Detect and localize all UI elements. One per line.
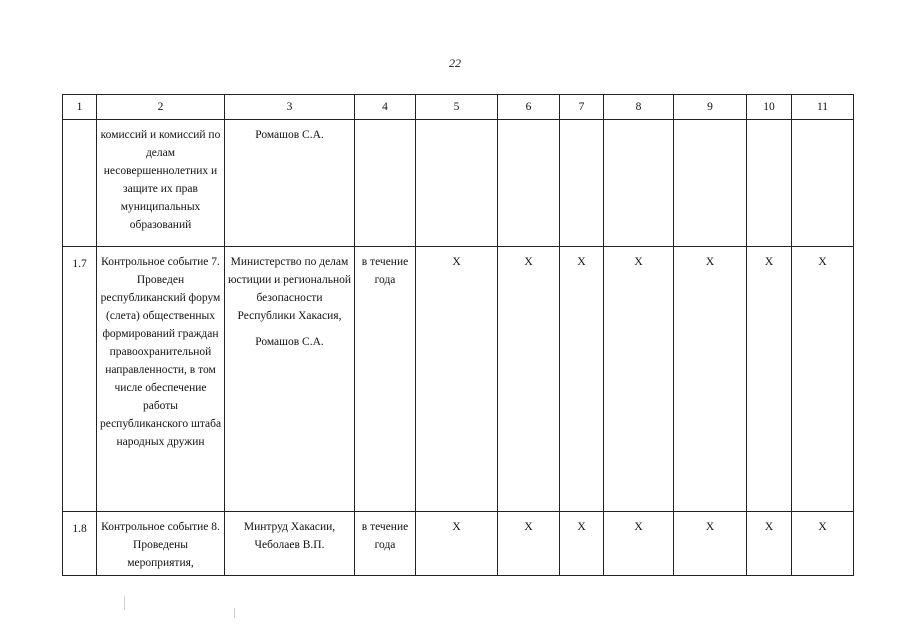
deadline-cell: в течение года xyxy=(355,247,416,512)
column-header: 4 xyxy=(355,95,416,120)
mark-cell: X xyxy=(674,247,747,512)
row-number: 1.8 xyxy=(63,512,97,576)
mark-cell: X xyxy=(604,512,674,576)
row-number: 1.7 xyxy=(63,247,97,512)
responsible-person: Ромашов С.А. xyxy=(255,336,324,348)
responsible-org: Министерство по делам юстиции и региональной безопасности Республики Хакасия, xyxy=(227,256,352,322)
mark-cell xyxy=(674,120,747,247)
row-number xyxy=(63,120,97,247)
mark-cell: X xyxy=(604,247,674,512)
scan-artifact xyxy=(124,596,125,610)
mark-cell xyxy=(560,120,604,247)
mark-cell: X xyxy=(792,247,854,512)
mark-cell: X xyxy=(674,512,747,576)
column-header: 11 xyxy=(792,95,854,120)
column-header: 5 xyxy=(416,95,498,120)
mark-cell xyxy=(747,120,792,247)
deadline-cell xyxy=(355,120,416,247)
mark-cell: X xyxy=(498,247,560,512)
mark-cell: X xyxy=(416,512,498,576)
event-cell: Контрольное событие 8. Проведены мероприятия, xyxy=(97,512,225,576)
scan-artifact xyxy=(234,608,235,618)
responsible-cell xyxy=(225,247,355,512)
table-row xyxy=(63,120,854,247)
mark-cell xyxy=(416,120,498,247)
mark-cell xyxy=(792,120,854,247)
event-cell: комиссий и комиссий по делам несовершеннолетних и защите их прав муниципальных образований xyxy=(97,120,225,247)
responsible-cell: Минтруд Хакасии, Чеболаев В.П. xyxy=(225,512,355,576)
mark-cell: X xyxy=(416,247,498,512)
event-cell: Контрольное событие 7. Проведен республиканский форум (слета) общественных формирований граждан правоохранительной направленности, в том числе обеспечение работы республиканского штаба народных дружин xyxy=(97,247,225,512)
column-header: 10 xyxy=(747,95,792,120)
mark-cell xyxy=(498,120,560,247)
deadline-cell: в течение года xyxy=(355,512,416,576)
mark-cell: X xyxy=(747,512,792,576)
table-header-row xyxy=(63,95,854,120)
column-header: 2 xyxy=(97,95,225,120)
mark-cell xyxy=(604,120,674,247)
mark-cell: X xyxy=(792,512,854,576)
column-header: 1 xyxy=(63,95,97,120)
mark-cell: X xyxy=(560,247,604,512)
column-header: 3 xyxy=(225,95,355,120)
mark-cell: X xyxy=(560,512,604,576)
mark-cell: X xyxy=(747,247,792,512)
column-header: 7 xyxy=(560,95,604,120)
column-header: 6 xyxy=(498,95,560,120)
responsible-cell: Ромашов С.А. xyxy=(225,120,355,247)
table-row xyxy=(63,247,854,512)
column-header: 8 xyxy=(604,95,674,120)
mark-cell: X xyxy=(498,512,560,576)
page-number: 22 xyxy=(449,56,461,70)
table-row xyxy=(63,512,854,576)
column-header: 9 xyxy=(674,95,747,120)
plan-table xyxy=(62,94,854,576)
